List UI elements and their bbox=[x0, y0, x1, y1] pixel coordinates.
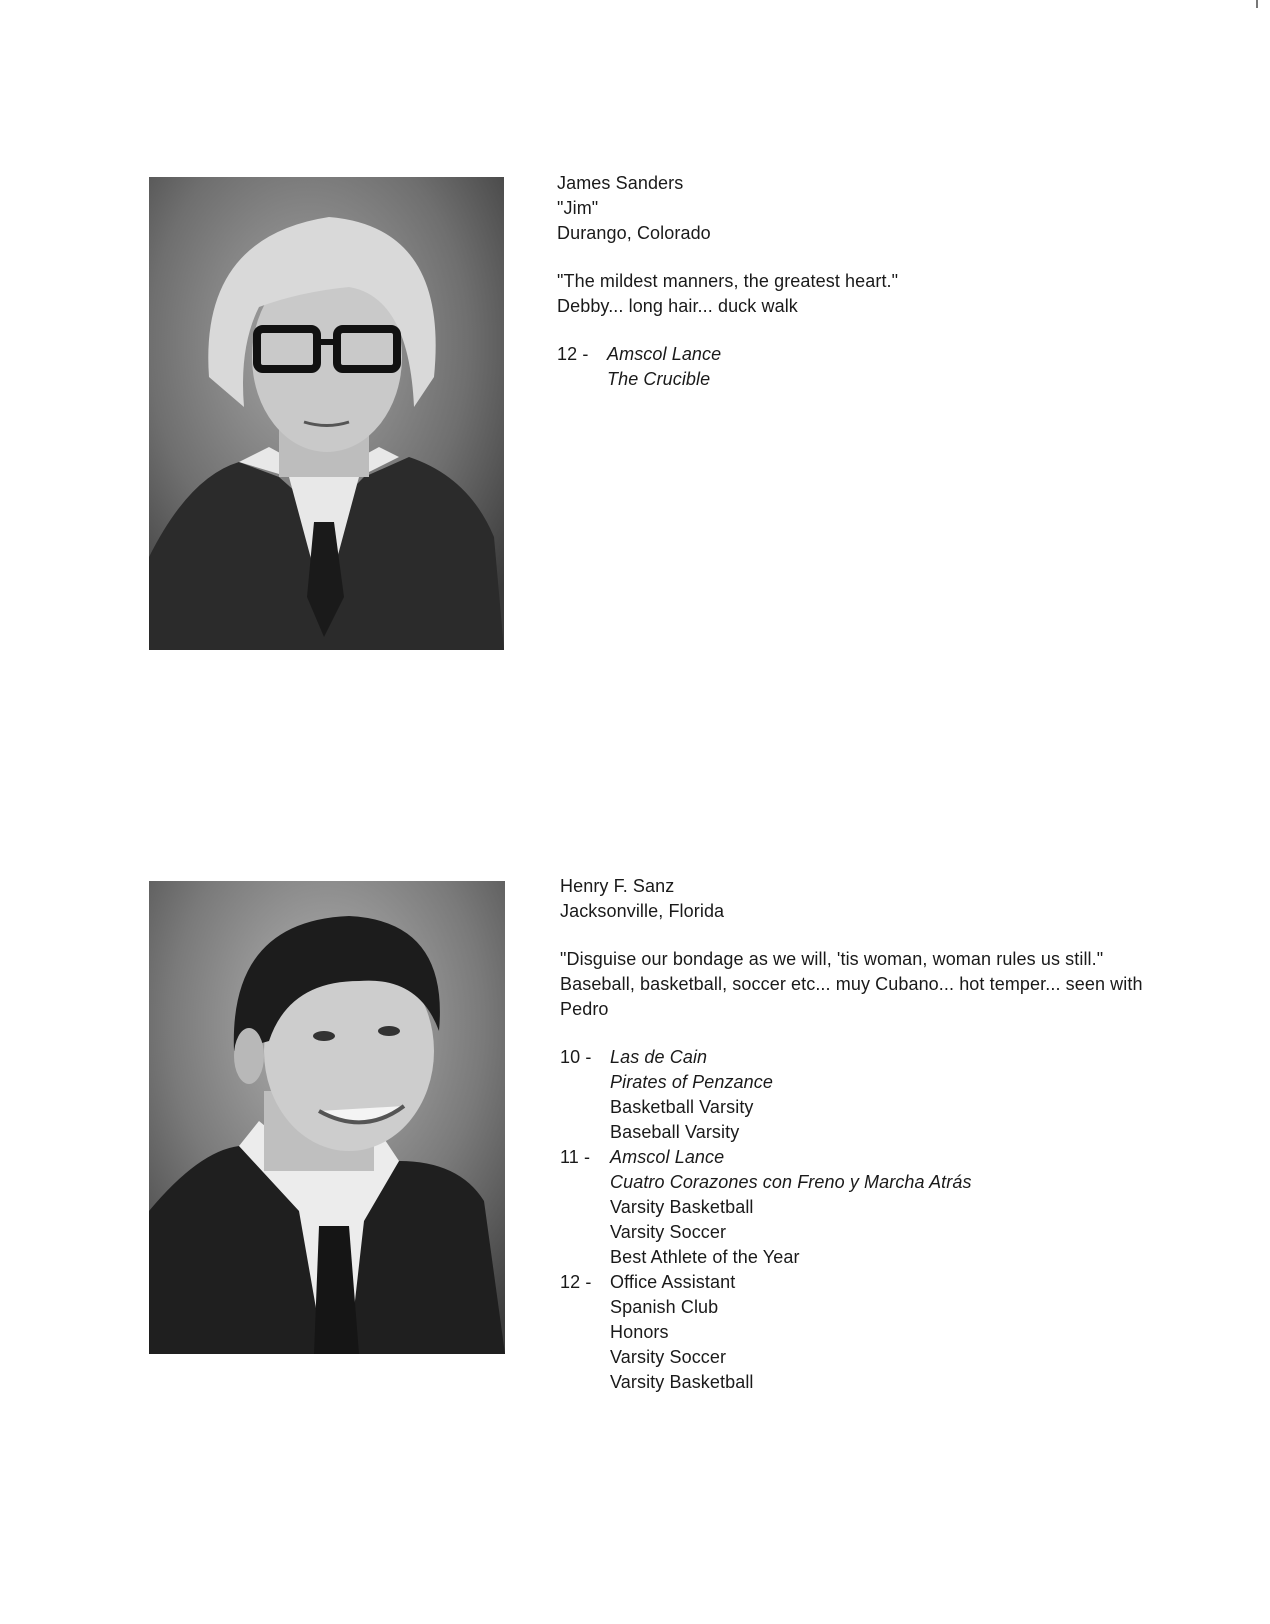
activity-item: Las de Cain bbox=[610, 1047, 708, 1067]
activity-year-group bbox=[560, 1270, 1145, 1395]
activity-item: The Crucible bbox=[607, 369, 711, 389]
student-notes: Debby... long hair... duck walk bbox=[557, 296, 798, 316]
student-hometown: Jacksonville, Florida bbox=[560, 901, 725, 921]
student-quote: "Disguise our bondage as we will, 'tis woman, woman rules us still." bbox=[560, 949, 1104, 969]
portrait-photo-1-image bbox=[149, 177, 504, 650]
activity-item: Amscol Lance bbox=[607, 344, 722, 364]
activity-item: Best Athlete of the Year bbox=[610, 1247, 800, 1267]
activity-item: Honors bbox=[610, 1322, 669, 1342]
activity-item: Varsity Basketball bbox=[610, 1197, 754, 1217]
activity-item: Spanish Club bbox=[610, 1297, 719, 1317]
activity-item: Baseball Varsity bbox=[610, 1122, 740, 1142]
student-quote: "The mildest manners, the greatest heart." bbox=[557, 271, 899, 291]
activity-item: Amscol Lance bbox=[610, 1147, 725, 1167]
senior-portrait-photo bbox=[149, 177, 504, 650]
student-hometown: Durango, Colorado bbox=[557, 223, 711, 243]
activity-item: Basketball Varsity bbox=[610, 1097, 754, 1117]
student-name: Henry F. Sanz bbox=[560, 876, 675, 896]
activity-year: 12 - bbox=[560, 1272, 592, 1292]
activity-item: Pirates of Penzance bbox=[610, 1072, 773, 1092]
scan-edge-mark bbox=[1256, 0, 1258, 8]
student-nickname: "Jim" bbox=[557, 198, 599, 218]
activity-year-group bbox=[560, 1045, 1145, 1145]
portrait-photo-2-image bbox=[149, 881, 505, 1354]
student-name: James Sanders bbox=[557, 173, 684, 193]
activity-item: Cuatro Corazones con Freno y Marcha Atrás bbox=[610, 1172, 972, 1192]
activity-year-group bbox=[557, 342, 898, 392]
activity-year: 10 - bbox=[560, 1047, 592, 1067]
senior-entry-info bbox=[560, 874, 1145, 1395]
activity-item: Office Assistant bbox=[610, 1272, 736, 1292]
activity-item: Varsity Basketball bbox=[610, 1372, 754, 1392]
senior-portrait-photo bbox=[149, 881, 505, 1354]
activity-item: Varsity Soccer bbox=[610, 1347, 727, 1367]
activity-item: Varsity Soccer bbox=[610, 1222, 727, 1242]
student-notes: Baseball, basketball, soccer etc... muy Cubano... hot temper... seen with Pedro bbox=[560, 974, 1143, 1019]
activity-year: 12 - bbox=[557, 344, 589, 364]
senior-entry-info bbox=[557, 171, 898, 392]
activity-year: 11 - bbox=[560, 1147, 591, 1167]
activity-year-group bbox=[560, 1145, 1145, 1270]
